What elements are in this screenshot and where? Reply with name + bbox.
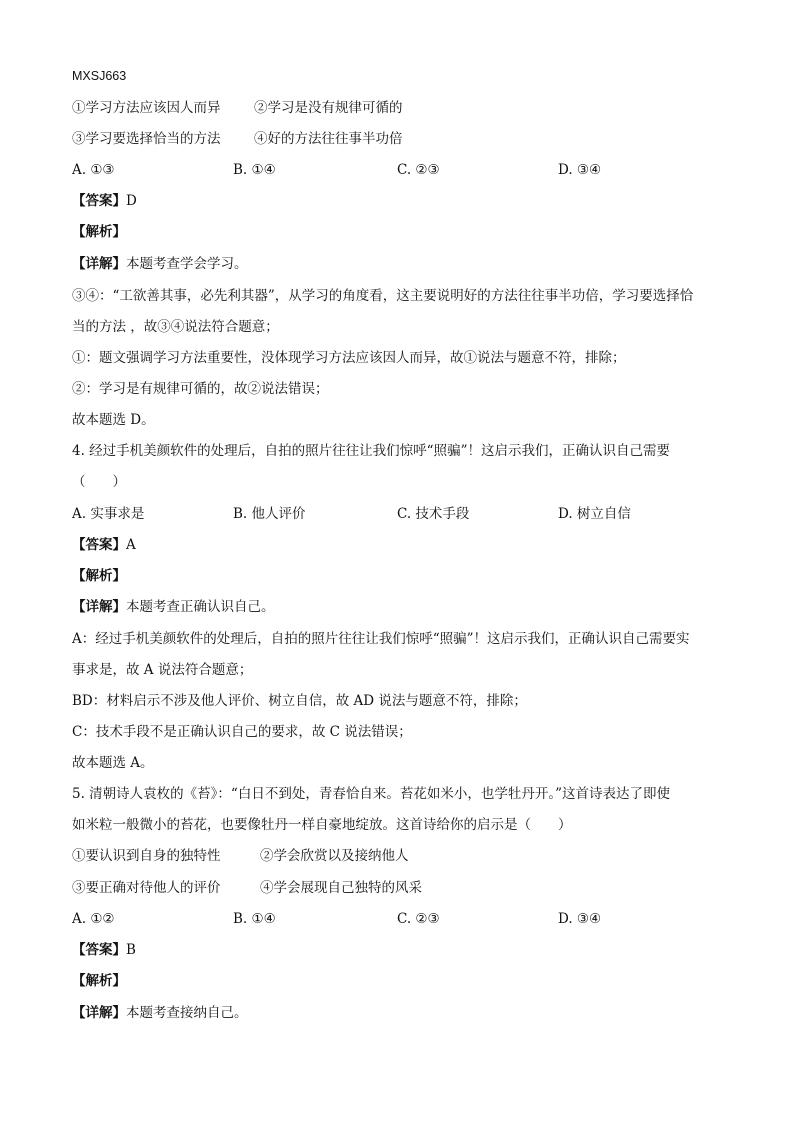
- q3-explanation-line: ①：题文强调学习方法重要性，没体现学习方法应该因人而异，故①说法与题意不符，排除；: [72, 350, 626, 366]
- q4-answer: [72, 535, 136, 555]
- answer-value: D: [126, 193, 137, 209]
- answer-value: B: [126, 942, 136, 958]
- detail-tag: 【详解】: [72, 599, 126, 615]
- q4-explanation-line: 故本题选 A。: [72, 755, 154, 771]
- q3-analysis: [72, 222, 126, 242]
- q3-explanation-line: 当的方法 ，故③④说法符合题意；: [72, 319, 279, 335]
- q3-statement-2: ②学习是没有规律可循的: [254, 100, 403, 116]
- q3-options: [72, 160, 712, 180]
- q3-explanation-line: 故本题选 D。: [72, 412, 155, 428]
- q5-option-b: B. ①④: [233, 911, 276, 927]
- q3-statement-1: ①学习方法应该因人而异: [72, 100, 221, 116]
- analysis-tag: 【解析】: [72, 568, 126, 584]
- q5-stem: 5. 清朝诗人袁枚的《苔》：“白日不到处，青春恰自来。苔花如米小，也学牡丹开。”这首诗表达了即使: [72, 786, 670, 802]
- q4-detail: [72, 597, 275, 617]
- q5-answer: [72, 940, 136, 960]
- q5-statements-row-2: [72, 878, 712, 898]
- detail-text: 本题考查正确认识自己。: [126, 599, 275, 615]
- q4-stem: 4. 经过手机美颜软件的处理后，自拍的照片往往让我们惊呼“照骗”！这启示我们，正确认识自己需要: [72, 443, 670, 459]
- q3-statements-row-2: [72, 129, 712, 149]
- q4-stem-blank: （ ）: [72, 474, 126, 490]
- q3-option-c: C. ②③: [397, 162, 440, 178]
- q4-option-c: C. 技术手段: [397, 506, 470, 522]
- q5-statement-1: ①要认识到自身的独特性: [72, 848, 221, 864]
- q4-analysis: [72, 566, 126, 586]
- q5-statement-3: ③要正确对待他人的评价: [72, 880, 221, 896]
- answer-tag: 【答案】: [72, 193, 126, 209]
- q5-option-d: D. ③④: [558, 911, 602, 927]
- q4-option-b: B. 他人评价: [233, 506, 306, 522]
- answer-value: A: [126, 537, 136, 553]
- q4-explanation-line: 事求是，故 A 说法符合题意；: [72, 662, 253, 678]
- detail-text: 本题考查接纳自己。: [126, 1005, 248, 1021]
- q5-option-a: A. ①②: [72, 911, 115, 927]
- q3-statements-row-1: [72, 98, 712, 118]
- q4-explanation-line: A：经过手机美颜软件的处理后，自拍的照片往往让我们惊呼“照骗”！这启示我们，正确认识自己需要实: [72, 631, 690, 647]
- q5-statement-2: ②学会欣赏以及接纳他人: [260, 848, 409, 864]
- q5-option-c: C. ②③: [397, 911, 440, 927]
- q3-statement-3: ③学习要选择恰当的方法: [72, 131, 221, 147]
- analysis-tag: 【解析】: [72, 973, 126, 989]
- detail-text: 本题考查学会学习。: [126, 256, 248, 272]
- q3-explanation-line: ②：学习是有规律可循的，故②说法错误；: [72, 381, 329, 397]
- q5-detail: [72, 1003, 248, 1023]
- q4-options: [72, 504, 712, 524]
- q3-explanation-line: ③④：“工欲善其事，必先利其器”，从学习的角度看，这主要说明好的方法往往事半功倍，学习要选择恰: [72, 288, 694, 304]
- q4-option-d: D. 树立自信: [558, 506, 631, 522]
- q5-statement-4: ④学会展现自己独特的风采: [260, 880, 422, 896]
- detail-tag: 【详解】: [72, 256, 126, 272]
- q4-option-a: A. 实事求是: [72, 506, 145, 522]
- detail-tag: 【详解】: [72, 1005, 126, 1021]
- q5-options: [72, 909, 712, 929]
- q4-explanation-line: BD：材料启示不涉及他人评价、树立自信，故 AD 说法与题意不符，排除；: [72, 693, 527, 709]
- q3-statement-4: ④好的方法往往事半功倍: [254, 131, 403, 147]
- analysis-tag: 【解析】: [72, 224, 126, 240]
- answer-tag: 【答案】: [72, 537, 126, 553]
- answer-tag: 【答案】: [72, 942, 126, 958]
- q3-option-d: D. ③④: [558, 162, 602, 178]
- q4-explanation-line: C：技术手段不是正确认识自己的要求，故 C 说法错误；: [72, 724, 412, 740]
- q3-option-b: B. ①④: [233, 162, 276, 178]
- q5-analysis: [72, 971, 126, 991]
- header-code: MXSJ663: [72, 69, 127, 83]
- q5-stem-cont: 如米粒一般微小的苔花，也要像牡丹一样自豪地绽放。这首诗给你的启示是（ ）: [72, 817, 572, 833]
- q3-answer: [72, 191, 137, 211]
- q3-option-a: A. ①③: [72, 162, 115, 178]
- q5-statements-row-1: [72, 846, 712, 866]
- q3-detail: [72, 254, 248, 274]
